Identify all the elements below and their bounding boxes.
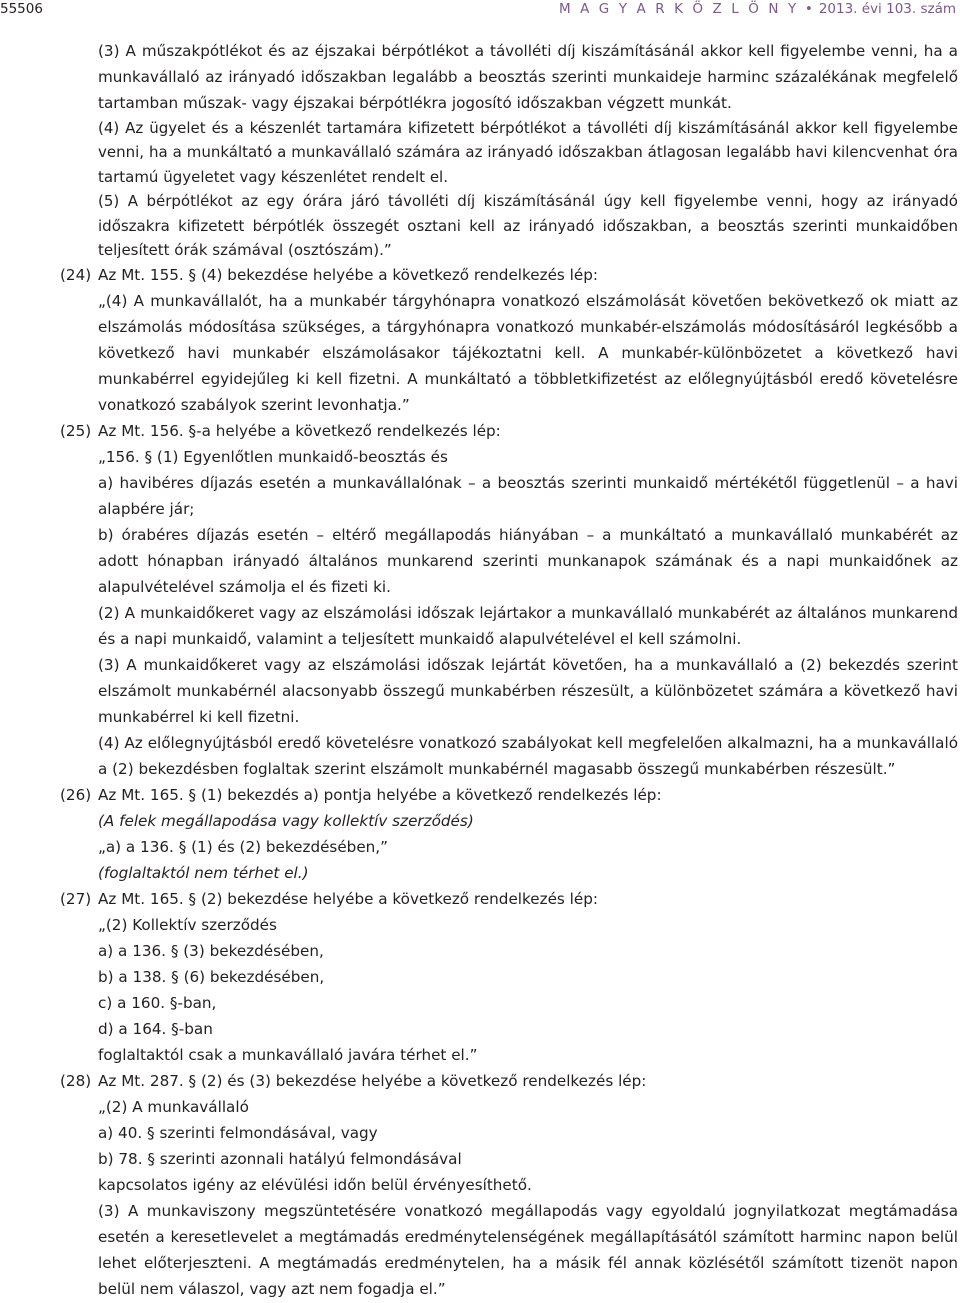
item-text: Az Mt. 165. § (1) bekezdés a) pontja helyébe a következő rendelkezés lép: bbox=[98, 786, 662, 805]
paragraph: (2) A munkaidőkeret vagy az elszámolási időszak lejártakor a munkavállaló munkabérét az általános munkarend és a napi munkaidő, valamint a teljesített munkaidő alapulvételével el kell számolni. bbox=[98, 604, 958, 649]
journal-title: M A G Y A R K Ö Z L Ö N Y bbox=[558, 1, 799, 17]
paragraph: a) havibéres díjazás esetén a munkavállalónak – a beosztás szerinti munkaidő mértékétől függetlenül – a havi alapbére jár; bbox=[98, 474, 958, 519]
issue-number: 2013. évi 103. szám bbox=[818, 1, 956, 17]
item-number: (25) bbox=[60, 422, 92, 441]
text-line: a) a 136. § (3) bekezdésében, bbox=[98, 942, 324, 961]
item-text: Az Mt. 287. § (2) és (3) bekezdése helyébe a következő rendelkezés lép: bbox=[98, 1072, 647, 1091]
text-line: (A felek megállapodása vagy kollektív szerződés) bbox=[98, 812, 474, 831]
paragraph: (4) Az előlegnyújtásból eredő követelésre vonatkozó szabályokat kell megfelelően alkalmazni, ha a munkavállaló a (2) bekezdésben foglaltak szerint elszámolt munkabérnél magasabb összegű munkabérben részesült.” bbox=[98, 734, 958, 779]
item-text: Az Mt. 156. §-a helyébe a következő rendelkezés lép: bbox=[98, 422, 501, 441]
page-header bbox=[0, 0, 960, 22]
text-line: (foglaltaktól nem térhet el.) bbox=[98, 864, 309, 883]
paragraph: „(4) A munkavállalót, ha a munkabér tárgyhónapra vonatkozó elszámolását követően bekövetkező ok miatt az elszámolás módosítása szükséges, a tárgyhónapra vonatkozó munkabér-elszámolás módosításáról legkésőbb a következő havi munkabér elszámolásakor tájékoztatni kell. A munkabér-különbözetet a következő havi munkabérrel egyidejűleg ki kell fizetni. A munkáltató a többletkifizetést az előlegnyújtásból eredő követelésre vonatkozó szabályok szerint levonhatja.” bbox=[98, 292, 958, 415]
page-number: 55506 bbox=[0, 1, 43, 17]
text-line: a) 40. § szerinti felmondásával, vagy bbox=[98, 1124, 378, 1143]
paragraph: (3) A munkaidőkeret vagy az elszámolási időszak lejártát követően, ha a munkavállaló a (2) bekezdés szerint elszámolt munkabérnél alacsonyabb összegű munkabérben részesült, a különbözetet számára a következő havi munkabérrel ki kell fizetni. bbox=[98, 656, 958, 727]
item-number: (28) bbox=[60, 1072, 92, 1091]
text-line: „(2) A munkavállaló bbox=[98, 1098, 249, 1117]
header-bullet: • bbox=[804, 1, 813, 17]
text-line: d) a 164. §-ban bbox=[98, 1020, 213, 1039]
text-line: „156. § (1) Egyenlőtlen munkaidő-beosztás és bbox=[98, 448, 448, 467]
text-line: b) a 138. § (6) bekezdésében, bbox=[98, 968, 325, 987]
item-number: (27) bbox=[60, 890, 92, 909]
item-text: Az Mt. 155. § (4) bekezdése helyébe a következő rendelkezés lép: bbox=[98, 266, 598, 285]
item-text: Az Mt. 165. § (2) bekezdése helyébe a következő rendelkezés lép: bbox=[98, 890, 598, 909]
amendment-item bbox=[0, 262, 960, 288]
text-line: „(2) Kollektív szerződés bbox=[98, 916, 277, 935]
amendment-item bbox=[0, 418, 960, 444]
document-body bbox=[0, 38, 960, 1302]
item-number: (26) bbox=[60, 786, 92, 805]
text-line: c) a 160. §-ban, bbox=[98, 994, 217, 1013]
paragraph: (5) A bérpótlékot az egy órára járó távolléti díj kiszámításánál úgy kell figyelembe venni, hogy az irányadó időszakra kifizetett bérpótlék összegét osztani kell az irányadó időszakban, a beosztás szerinti munkaidőben teljesített órák számával (osztószám).” bbox=[98, 192, 958, 260]
text-line: foglaltaktól csak a munkavállaló javára térhet el.” bbox=[98, 1046, 478, 1065]
paragraph: (3) A műszakpótlékot és az éjszakai bérpótlékot a távolléti díj kiszámításánál akkor kell figyelembe venni, ha a munkavállaló az irányadó időszakban legalább a beosztás szerinti munkaideje harminc százalékának megfelelő tartamban műszak- vagy éjszakai bérpótlékra jogosító időszakban végzett munkát. bbox=[98, 42, 958, 112]
text-line: b) 78. § szerinti azonnali hatályú felmondásával bbox=[98, 1150, 462, 1169]
text-line: „a) a 136. § (1) és (2) bekezdésében,” bbox=[98, 838, 388, 857]
amendment-item bbox=[0, 782, 960, 808]
amendment-item bbox=[0, 886, 960, 912]
paragraph: b) órabéres díjazás esetén – eltérő megállapodás hiányában – a munkáltató a munkavállaló munkabérét az adott hónapban irányadó általános munkarend szerinti munkanapok számának és a napi munkaidőnek az alapulvételével számolja el és fizeti ki. bbox=[98, 526, 958, 597]
item-number: (24) bbox=[60, 266, 92, 285]
paragraph: (3) A munkaviszony megszüntetésére vonatkozó megállapodás vagy egyoldalú jognyilatkozat megtámadása esetén a keresetlevelet a megtámadás eredménytelenségének megállapításától számított harminc napon belül lehet előterjeszteni. A megtámadás eredménytelen, ha a másik fél annak közlésétől számított tizenöt napon belül nem válaszol, vagy azt nem fogadja el.” bbox=[98, 1202, 958, 1299]
amendment-item bbox=[0, 1068, 960, 1094]
paragraph: (4) Az ügyelet és a készenlét tartamára kifizetett bérpótlékot a távolléti díj kiszámításánál akkor kell figyelembe venni, ha a munkáltató a munkavállaló számára az irányadó időszakban átlagosan legalább havi kilencvenhat óra tartamú ügyeletet vagy készenlétet rendelt el. bbox=[98, 119, 958, 186]
text-line: kapcsolatos igény az elévülési időn belül érvényesíthető. bbox=[98, 1176, 532, 1195]
journal-info bbox=[559, 1, 956, 17]
